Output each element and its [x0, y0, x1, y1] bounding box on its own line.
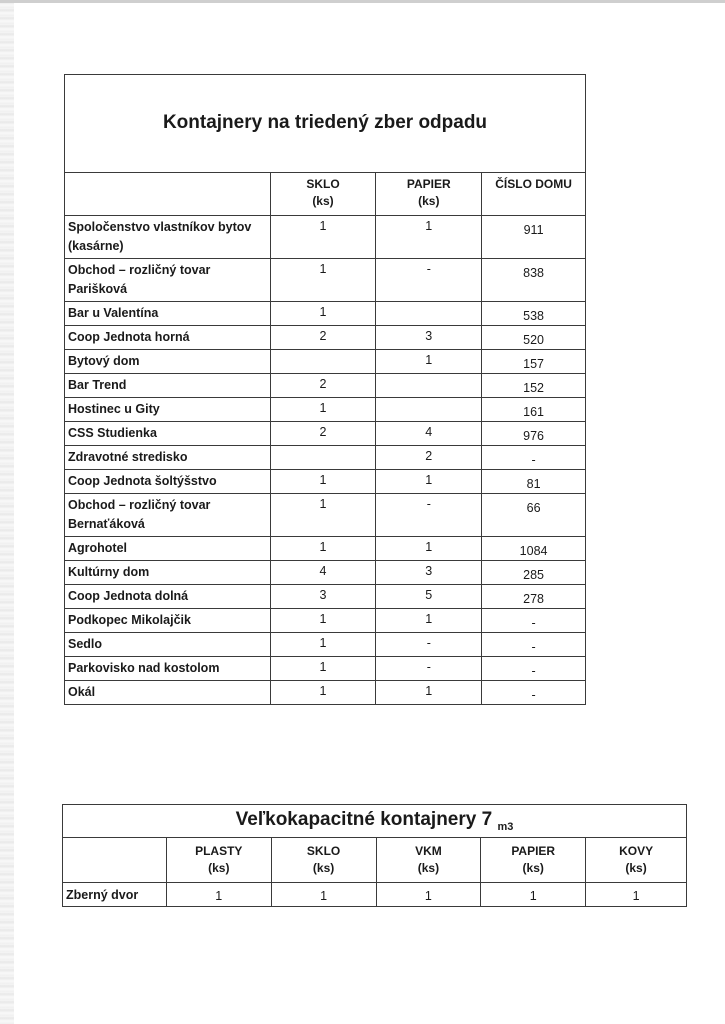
header-label: SKLO: [306, 844, 341, 858]
location-name-cell: Parkovisko nad kostolom: [65, 657, 271, 681]
house-number-cell: 152: [482, 374, 586, 398]
scan-top-edge: [0, 0, 725, 3]
papier-count-cell: 3: [376, 326, 482, 350]
header-unit: (ks): [417, 861, 440, 875]
location-name-cell: Obchod – rozličný tovar Parišková: [65, 259, 271, 302]
house-number-cell: 285: [482, 561, 586, 585]
house-number-cell: -: [482, 681, 586, 705]
sklo-count-cell: 1: [270, 609, 376, 633]
table2-header-row: [63, 838, 687, 883]
papier-count-cell: 3: [376, 561, 482, 585]
table2-header-blank: [63, 838, 167, 883]
table-row: [65, 446, 586, 470]
house-number-cell: 911: [482, 216, 586, 259]
table-row: [65, 561, 586, 585]
table1-title: Kontajnery na triedený zber odpadu: [65, 75, 586, 173]
table2-title: [63, 805, 687, 838]
house-number-cell: -: [482, 657, 586, 681]
papier-count-cell: -: [376, 657, 482, 681]
location-name-cell: Bytový dom: [65, 350, 271, 374]
papier-count-cell: -: [376, 494, 482, 537]
sklo-count-cell: 1: [270, 494, 376, 537]
papier-count-cell: 5: [376, 585, 482, 609]
sklo-count-cell: 1: [270, 537, 376, 561]
papier-count-cell: 1: [376, 609, 482, 633]
house-number-cell: -: [482, 633, 586, 657]
sklo-count-cell: 1: [270, 302, 376, 326]
papier-count-cell: 1: [376, 216, 482, 259]
header-unit: (ks): [208, 861, 230, 875]
header-label: PAPIER: [511, 844, 556, 858]
location-name-cell: Kultúrny dom: [65, 561, 271, 585]
location-name-cell: Podkopec Mikolajčik: [65, 609, 271, 633]
location-name-cell: Coop Jednota horná: [65, 326, 271, 350]
papier-count-cell: 1: [376, 681, 482, 705]
house-number-cell: 157: [482, 350, 586, 374]
house-number-cell: 81: [482, 470, 586, 494]
papier-count-cell: 2: [376, 446, 482, 470]
house-number-cell: 161: [482, 398, 586, 422]
papier-count-cell: [376, 302, 482, 326]
table2-body: [63, 883, 687, 907]
sklo-count-cell: 1: [270, 633, 376, 657]
location-name-cell: Agrohotel: [65, 537, 271, 561]
header-unit: (ks): [522, 861, 544, 875]
location-name-cell: Obchod – rozličný tovar Bernaťáková: [65, 494, 271, 537]
house-number-cell: 1084: [482, 537, 586, 561]
location-name-cell: Coop Jednota šoltýšstvo: [65, 470, 271, 494]
sklo-count-cell: 2: [270, 326, 376, 350]
header-label: VKM: [415, 844, 442, 858]
location-name-cell: Zdravotné stredisko: [65, 446, 271, 470]
table-row: [65, 681, 586, 705]
location-name-cell: Okál: [65, 681, 271, 705]
house-number-cell: 66: [482, 494, 586, 537]
papier-count-cell: -: [376, 633, 482, 657]
table-row: [65, 633, 586, 657]
container-count-cell: 1: [271, 883, 376, 907]
sklo-count-cell: 1: [270, 216, 376, 259]
house-number-cell: 838: [482, 259, 586, 302]
sklo-count-cell: [270, 446, 376, 470]
papier-count-cell: -: [376, 259, 482, 302]
table-row: [65, 585, 586, 609]
location-name-cell: Sedlo: [65, 633, 271, 657]
sklo-count-cell: 2: [270, 374, 376, 398]
table-row: [65, 216, 586, 259]
house-number-cell: -: [482, 446, 586, 470]
table2-header-vkm: [376, 838, 481, 883]
sklo-count-cell: 2: [270, 422, 376, 446]
house-number-cell: 278: [482, 585, 586, 609]
table-row: [65, 326, 586, 350]
papier-count-cell: 1: [376, 537, 482, 561]
house-number-cell: -: [482, 609, 586, 633]
scan-edge: [0, 0, 14, 1024]
header-unit: (ks): [418, 194, 440, 208]
sklo-count-cell: 1: [270, 657, 376, 681]
table1-header-blank: [65, 173, 271, 216]
table2-title-text: Veľkokapacitné kontajnery 7: [235, 809, 493, 831]
table2-header-kovy: [586, 838, 687, 883]
container-count-cell: 1: [376, 883, 481, 907]
location-name-cell: CSS Studienka: [65, 422, 271, 446]
location-name-cell: Bar Trend: [65, 374, 271, 398]
table-row: [65, 374, 586, 398]
table2-header-papier: [481, 838, 586, 883]
table2-header-plasty: [166, 838, 271, 883]
header-unit: (ks): [312, 861, 335, 875]
header-label: PAPIER: [406, 177, 451, 191]
table2-title-unit: m3: [497, 820, 514, 833]
location-name-cell: Bar u Valentína: [65, 302, 271, 326]
table2-header-sklo: [271, 838, 376, 883]
large-capacity-containers-table: [62, 804, 687, 907]
table-row: [65, 537, 586, 561]
sorted-waste-containers-table: [64, 74, 586, 705]
header-unit: (ks): [312, 194, 334, 208]
header-unit: (ks): [625, 861, 647, 875]
house-number-cell: 520: [482, 326, 586, 350]
sklo-count-cell: 4: [270, 561, 376, 585]
table1-header-row: [65, 173, 586, 216]
header-label: ČÍSLO DOMU: [495, 177, 572, 191]
table-row: [65, 259, 586, 302]
location-name-cell: Spoločenstvo vlastníkov bytov (kasárne): [65, 216, 271, 259]
container-count-cell: 1: [586, 883, 687, 907]
container-count-cell: 1: [481, 883, 586, 907]
table-row: [65, 470, 586, 494]
table1-body: [65, 216, 586, 705]
papier-count-cell: [376, 374, 482, 398]
sklo-count-cell: 1: [270, 681, 376, 705]
sklo-count-cell: 3: [270, 585, 376, 609]
header-label: PLASTY: [195, 844, 243, 858]
table-row: [65, 609, 586, 633]
papier-count-cell: 1: [376, 350, 482, 374]
house-number-cell: 538: [482, 302, 586, 326]
table-row: [65, 398, 586, 422]
header-label: SKLO: [306, 177, 340, 191]
table-row: [65, 657, 586, 681]
table-row: [65, 350, 586, 374]
sklo-count-cell: 1: [270, 470, 376, 494]
table1-header-papier: [376, 173, 482, 216]
sklo-count-cell: 1: [270, 398, 376, 422]
table-row: [63, 883, 687, 907]
table1-header-cislo-domu: [482, 173, 586, 216]
table1-header-sklo: [270, 173, 376, 216]
papier-count-cell: 1: [376, 470, 482, 494]
house-number-cell: 976: [482, 422, 586, 446]
table-row: [65, 422, 586, 446]
header-label: KOVY: [619, 844, 654, 858]
container-count-cell: 1: [166, 883, 271, 907]
sklo-count-cell: [270, 350, 376, 374]
location-name-cell: Zberný dvor: [63, 883, 167, 907]
location-name-cell: Hostinec u Gity: [65, 398, 271, 422]
sklo-count-cell: 1: [270, 259, 376, 302]
table-row: [65, 494, 586, 537]
papier-count-cell: 4: [376, 422, 482, 446]
table-row: [65, 302, 586, 326]
location-name-cell: Coop Jednota dolná: [65, 585, 271, 609]
papier-count-cell: [376, 398, 482, 422]
